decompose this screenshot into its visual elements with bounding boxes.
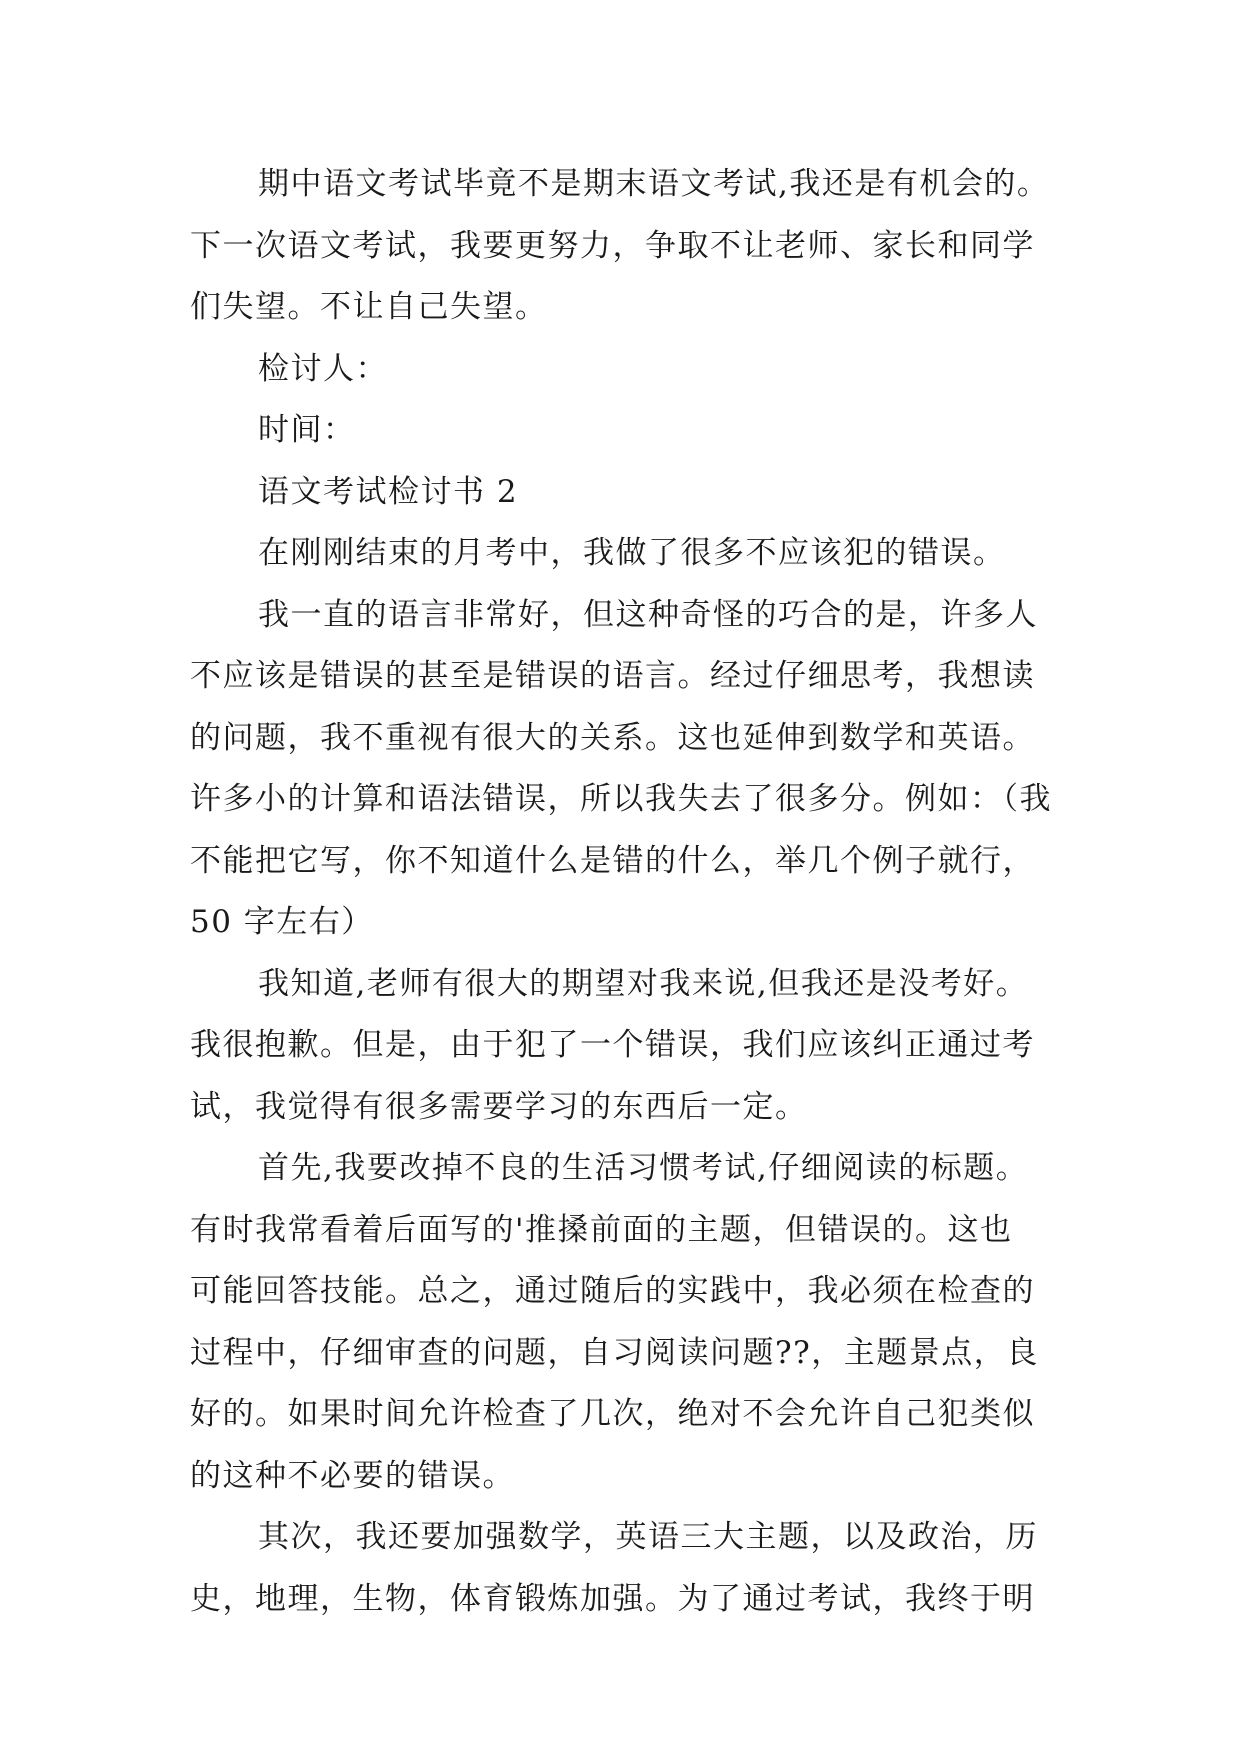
paragraph — [190, 954, 1070, 1139]
paragraph — [190, 585, 1070, 954]
text-line: 下一次语文考试，我要更努力，争取不让老师、家长和同学 — [190, 227, 1035, 264]
text-line: 其次，我还要加强数学，英语三大主题，以及政治，历 — [258, 1519, 1038, 1555]
text-line: 有时我常看着后面写的'推搡前面的主题，但错误的。这也 — [190, 1211, 1013, 1248]
text-line: 可能回答技能。总之，通过随后的实践中，我必须在检查的 — [190, 1273, 1035, 1309]
signature-label — [190, 339, 1070, 401]
text-line: 我知道,老师有很大的期望对我来说,但我还是没考好。 — [258, 965, 1029, 1002]
text-line: 试，我觉得有很多需要学习的东西后一定。 — [190, 1088, 808, 1125]
paragraph — [190, 154, 1070, 339]
document-body — [190, 154, 1070, 1630]
text-line: 在刚刚结束的月考中，我做了很多不应该犯的错误。 — [258, 535, 1006, 571]
text-line: 语文考试检讨书 2 — [258, 473, 519, 510]
text-line: 检讨人： — [258, 350, 388, 387]
date-label — [190, 400, 1070, 462]
text-line: 好的。如果时间允许检查了几次，绝对不会允许自己犯类似 — [190, 1396, 1035, 1432]
text-line: 的这种不必要的错误。 — [190, 1457, 515, 1494]
text-line: 期中语文考试毕竟不是期末语文考试,我还是有机会的。 — [258, 166, 1050, 202]
text-line: 许多小的计算和语法错误，所以我失去了很多分。例如：（我 — [190, 781, 1052, 817]
section-title — [190, 462, 1070, 524]
text-line: 不能把它写，你不知道什么是错的什么，举几个例子就行， — [190, 842, 1035, 879]
text-line: 不应该是错误的甚至是错误的语言。经过仔细思考，我想读 — [190, 658, 1035, 694]
text-line: 首先,我要改掉不良的生活习惯考试,仔细阅读的标题。 — [258, 1150, 1029, 1186]
paragraph — [190, 1138, 1070, 1507]
paragraph — [190, 523, 1070, 585]
text-line: 我一直的语言非常好，但这种奇怪的巧合的是，许多人 — [258, 596, 1038, 633]
paragraph — [190, 1507, 1070, 1630]
text-line: 的问题，我不重视有很大的关系。这也延伸到数学和英语。 — [190, 719, 1035, 756]
text-line: 史，地理，生物，体育锻炼加强。为了通过考试，我终于明 — [190, 1580, 1035, 1617]
text-line: 我很抱歉。但是，由于犯了一个错误，我们应该纠正通过考 — [190, 1027, 1035, 1063]
text-line: 们失望。不让自己失望。 — [190, 289, 548, 325]
text-line: 50 字左右） — [190, 904, 374, 940]
text-line: 过程中，仔细审查的问题，自习阅读问题??，主题景点，良 — [190, 1334, 1039, 1371]
text-line: 时间： — [258, 412, 356, 448]
